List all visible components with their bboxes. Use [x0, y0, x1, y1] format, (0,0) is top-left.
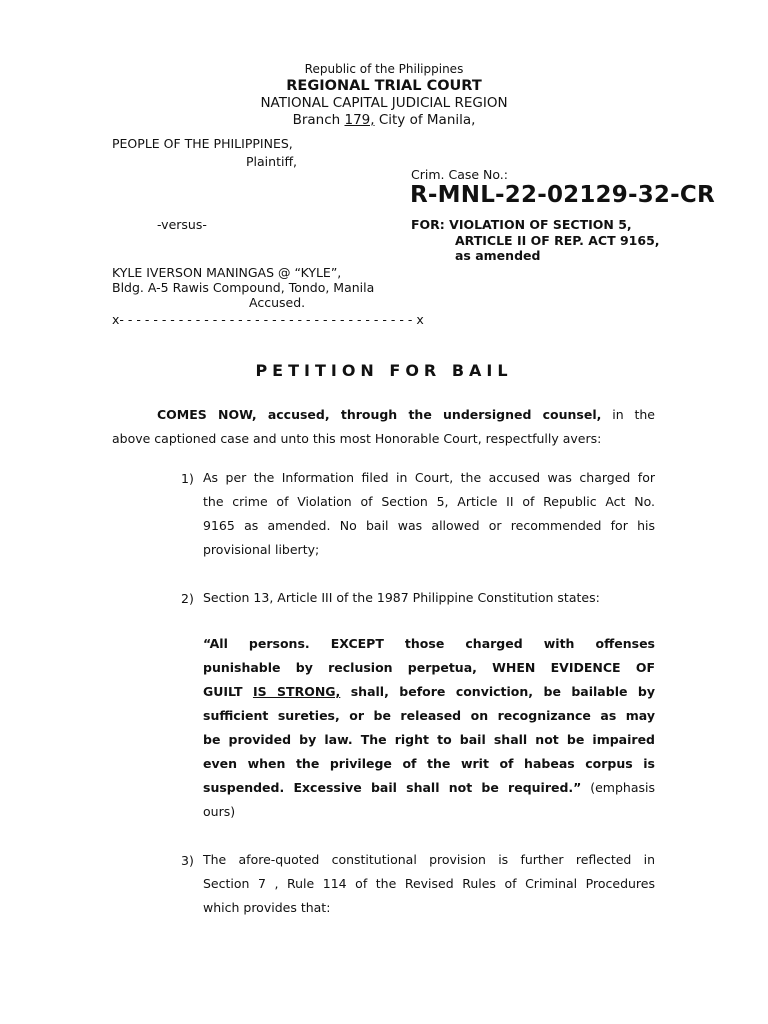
item-1-line: As per the Information filed in Court, the accused was charged for — [203, 470, 655, 485]
charge-line-2: ARTICLE II OF REP. ACT 9165, — [455, 233, 660, 248]
intro-paragraph — [112, 403, 655, 451]
intro-lead-rest: in the — [601, 407, 656, 422]
item-3-line: The afore-quoted constitutional provision is further reflected in — [203, 852, 655, 867]
versus-label: -versus- — [157, 217, 207, 232]
header-region: NATIONAL CAPITAL JUDICIAL REGION — [260, 95, 508, 111]
quote-line: be provided by law. The right to bail shall not be impaired — [203, 732, 655, 747]
branch-prefix: Branch — [292, 112, 345, 128]
accused-role: Accused. — [249, 295, 306, 310]
quote-line: sufficient sureties, or be released on recognizance as may — [203, 708, 655, 723]
item-3-line: which provides that: — [203, 900, 331, 915]
intro-line-2: above captioned case and unto this most Honorable Court, respectfully avers: — [112, 431, 602, 446]
item-3-line: Section 7 , Rule 114 of the Revised Rules of Criminal Procedures — [203, 876, 655, 891]
charge-line-1: FOR: VIOLATION OF SECTION 5, — [411, 217, 632, 232]
branch-number: 179, — [344, 112, 375, 128]
quote-line-3 — [203, 680, 655, 704]
caption-separator: x- - - - - - - - - - - - - - - - - - - - - - - - - - - - - - - - - - - x — [112, 312, 424, 327]
accused-address: Bldg. A-5 Rawis Compound, Tondo, Manila — [112, 280, 375, 295]
branch-suffix: City of Manila, — [374, 112, 476, 128]
quote-line-3-rest: shall, before conviction, be bailable by — [340, 684, 655, 699]
item-2-text — [203, 586, 655, 610]
item-1-number: 1) — [181, 471, 194, 486]
header-republic: Republic of the Philippines — [304, 62, 464, 76]
item-1-text — [203, 466, 655, 562]
constitution-quote — [203, 632, 655, 824]
quote-is-strong: IS STRONG, — [252, 684, 341, 699]
quote-line: “All persons. EXCEPT those charged with offenses — [203, 636, 655, 651]
item-3-number: 3) — [181, 853, 194, 868]
quote-line: ours) — [203, 804, 236, 819]
header-court: REGIONAL TRIAL COURT — [286, 78, 482, 94]
charge-line-3: as amended — [455, 248, 541, 263]
intro-lead: COMES NOW, accused, through the undersigned counsel, — [157, 407, 602, 422]
accused-name: KYLE IVERSON MANINGAS @ “KYLE”, — [112, 265, 342, 280]
case-number-label: Crim. Case No.: — [411, 167, 508, 182]
plaintiff-name: PEOPLE OF THE PHILIPPINES, — [112, 136, 293, 151]
item-2-line: Section 13, Article III of the 1987 Philippine Constitution states: — [203, 590, 600, 605]
item-2-number: 2) — [181, 591, 194, 606]
header-branch — [0, 112, 768, 128]
case-number: R-MNL-22-02129-32-CR — [410, 182, 715, 208]
document-title: PETITION FOR BAIL — [255, 361, 513, 380]
quote-line: even when the privilege of the writ of habeas corpus is — [203, 756, 655, 771]
quote-line-7 — [203, 776, 655, 800]
item-1-line: provisional liberty; — [203, 542, 320, 557]
quote-line-7-bold: suspended. Excessive bail shall not be required.” — [203, 780, 582, 795]
item-1-line: the crime of Violation of Section 5, Article II of Republic Act No. — [203, 494, 655, 509]
quote-guilt: GUILT — [203, 684, 253, 699]
quote-emphasis-note: (emphasis — [581, 780, 655, 795]
plaintiff-role: Plaintiff, — [246, 154, 298, 169]
intro-line-1 — [112, 403, 655, 427]
item-3-text — [203, 848, 655, 920]
item-1-line: 9165 as amended. No bail was allowed or recommended for his — [203, 518, 655, 533]
quote-line: punishable by reclusion perpetua, WHEN EVIDENCE OF — [203, 660, 655, 675]
